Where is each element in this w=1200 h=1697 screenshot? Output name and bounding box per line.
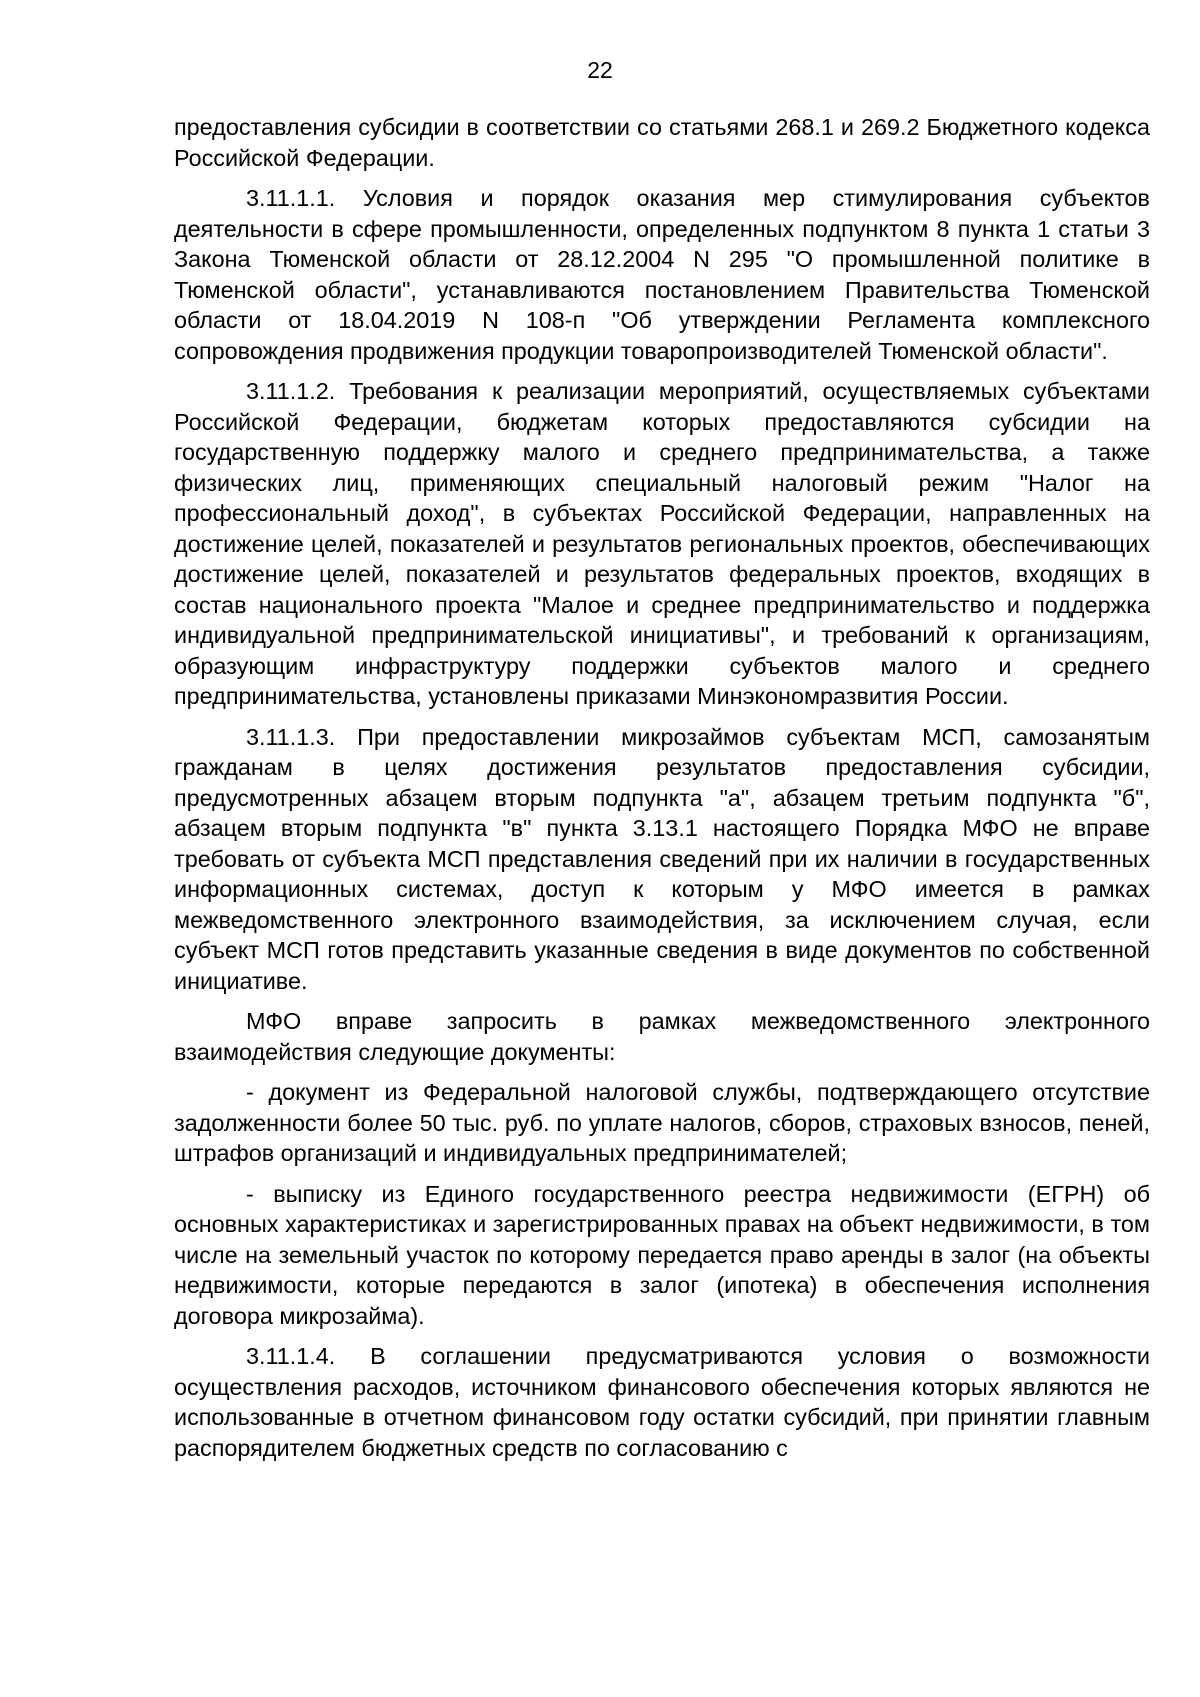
paragraph-3-11-1-2: 3.11.1.2. Требования к реализации мероприятий, осуществляемых субъектами Российской Федерации, бюджетам которых предоставляются субсидии на государственную поддержку малого и среднего предпринимательства, а также физических лиц, применяющих специальный налоговый режим "Налог на профессиональный доход", в субъектах Российской Федерации, направленных на достижение целей, показателей и результатов региональных проектов, обеспечивающих достижение целей, показателей и результатов федеральных проектов, входящих в состав национального проекта "Малое и среднее предпринимательство и поддержка индивидуальной предпринимательской инициативы", и требований к организациям, образующим инфраструктуру поддержки субъектов малого и среднего предпринимательства, установлены приказами Минэкономразвития России. (174, 378, 1150, 709)
paragraph-3-11-1-3: 3.11.1.3. При предоставлении микрозаймов субъектам МСП, самозанятым гражданам в целях достижения результатов предоставления субсидии, предусмотренных абзацем вторым подпункта "а", абзацем третьим подпункта "б", абзацем вторым подпункта "в" пункта 3.13.1 настоящего Порядка МФО не вправе требовать от субъекта МСП представления сведений при их наличии в государственных информационных системах, доступ к которым у МФО имеется в рамках межведомственного электронного взаимодействия, за исключением случая, если субъект МСП готов представить указанные сведения в виде документов по собственной инициативе. (174, 723, 1150, 994)
document-body (174, 112, 1150, 1473)
paragraph-3-11-1-4: 3.11.1.4. В соглашении предусматриваются условия о возможности осуществления расходов, источником финансового обеспечения которых являются не использованные в отчетном финансовом году остатки субсидий, при принятии главным распорядителем бюджетных средств по согласованию с (174, 1343, 1150, 1461)
paragraph-mfo-request: МФО вправе запросить в рамках межведомственного электронного взаимодействия следующие документы: (174, 1008, 1150, 1065)
paragraph-3-11-1-1: 3.11.1.1. Условия и порядок оказания мер стимулирования субъектов деятельности в сфере промышленности, определенных подпунктом 8 пункта 1 статьи 3 Закона Тюменской области от 28.12.2004 N 295 "О промышленной политике в Тюменской области", устанавливаются постановлением Правительства Тюменской области от 18.04.2019 N 108-п "Об утверждении Регламента комплексного сопровождения продвижения продукции товаропроизводителей Тюменской области". (174, 185, 1150, 364)
page-number: 22 (587, 57, 613, 83)
list-item-egrn-extract: - выписку из Единого государственного реестра недвижимости (ЕГРН) об основных характеристиках и зарегистрированных правах на объект недвижимости, в том числе на земельный участок по которому передается право аренды в залог (на объекты недвижимости, которые передаются в залог (ипотека) в обеспечения исполнения договора микрозайма). (174, 1180, 1150, 1329)
list-item-tax-document: - документ из Федеральной налоговой службы, подтверждающего отсутствие задолженности более 50 тыс. руб. по уплате налогов, сборов, страховых взносов, пеней, штрафов организаций и индивидуальных предпринимателей; (174, 1079, 1150, 1166)
paragraph-continuation: предоставления субсидии в соответствии со статьями 268.1 и 269.2 Бюджетного кодекса Российской Федерации. (174, 114, 1150, 171)
